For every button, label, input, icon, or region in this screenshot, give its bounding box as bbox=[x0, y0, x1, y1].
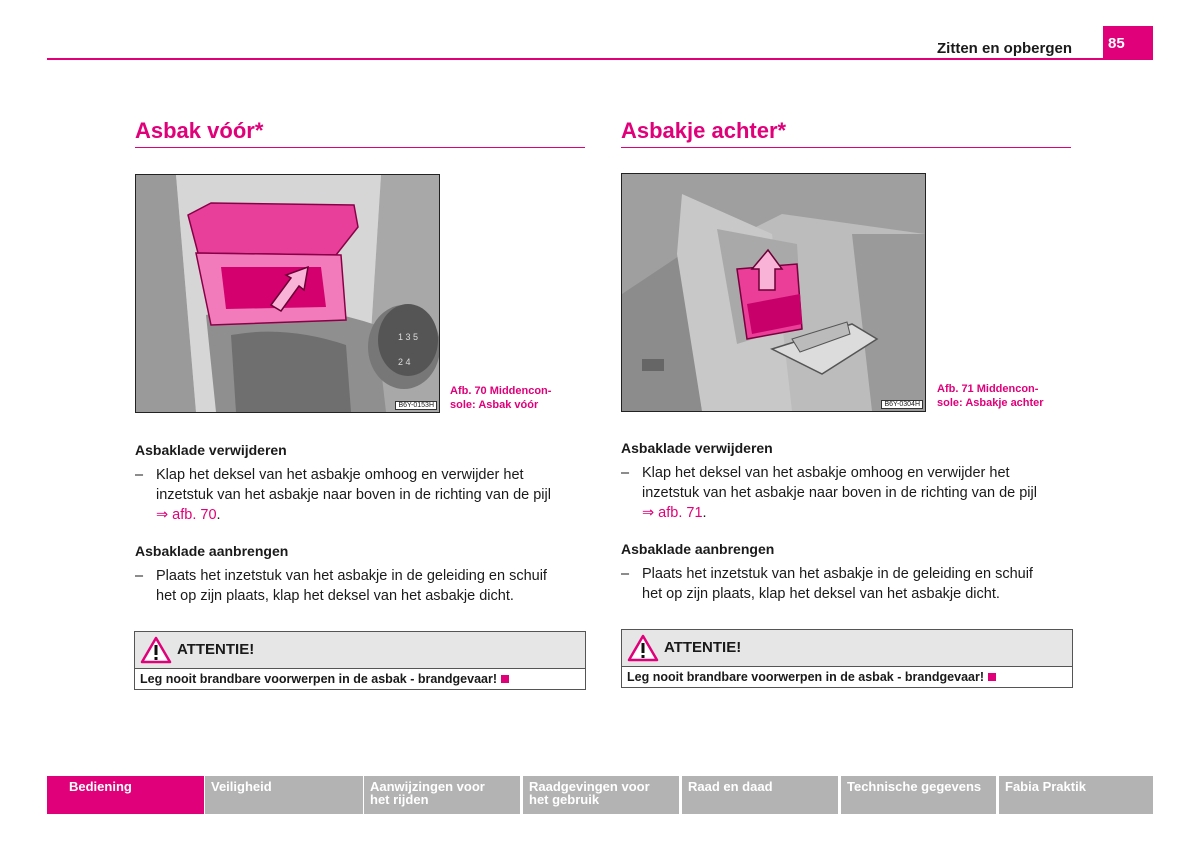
step-line: inzetstuk van het asbakje naar boven in de richting van de pijl bbox=[156, 487, 551, 503]
footer-tab-technische-gegevens[interactable]: Technische gegevens bbox=[841, 776, 996, 814]
end-square-icon bbox=[988, 673, 996, 681]
dash-bullet: – bbox=[621, 566, 630, 582]
running-header-title: Zitten en opbergen bbox=[937, 40, 1072, 57]
figure-reference-link[interactable]: ⇒ afb. 70 bbox=[156, 507, 217, 523]
warning-triangle-icon bbox=[627, 634, 659, 662]
figure-caption bbox=[450, 384, 551, 412]
tab-label-line: Aanwijzingen voor bbox=[370, 779, 485, 794]
warning-triangle-icon bbox=[140, 636, 172, 664]
warning-text-row bbox=[135, 669, 585, 689]
warning-label: ATTENTIE! bbox=[177, 641, 255, 658]
step-line: Plaats het inzetstuk van het asbakje in de geleiding en schuif bbox=[156, 568, 547, 584]
header-rule bbox=[47, 58, 1152, 60]
footer-tab-bediening[interactable]: Bediening bbox=[47, 776, 204, 814]
period: . bbox=[702, 505, 707, 521]
front-console-illustration bbox=[136, 175, 439, 412]
footer-tab-aanwijzingen[interactable] bbox=[364, 776, 520, 814]
svg-text:2 4: 2 4 bbox=[398, 357, 411, 367]
section-rule bbox=[135, 147, 585, 148]
install-step bbox=[135, 566, 595, 608]
warning-box bbox=[621, 629, 1073, 688]
page-number: 85 bbox=[1103, 26, 1153, 60]
footer-tab-raad-en-daad[interactable]: Raad en daad bbox=[682, 776, 838, 814]
section-rule bbox=[621, 147, 1071, 148]
figure-code: B6Y-0153H bbox=[395, 401, 437, 410]
step-line: Klap het deksel van het asbakje omhoog en verwijder het bbox=[156, 467, 524, 483]
caption-line: sole: Asbakje achter bbox=[937, 397, 1044, 409]
caption-line: sole: Asbak vóór bbox=[450, 399, 539, 411]
warning-text-row bbox=[622, 667, 1072, 687]
caption-line: Afb. 70 Middencon- bbox=[450, 385, 552, 397]
install-heading: Asbaklade aanbrengen bbox=[621, 541, 775, 557]
figure-rear-ashtray bbox=[621, 173, 926, 412]
dash-bullet: – bbox=[135, 467, 144, 483]
footer-tab-fabia-praktik[interactable]: Fabia Praktik bbox=[999, 776, 1153, 814]
svg-text:1 3 5: 1 3 5 bbox=[398, 332, 419, 342]
warning-header bbox=[135, 632, 585, 669]
step-line: het op zijn plaats, klap het deksel van het asbakje dicht. bbox=[156, 588, 514, 604]
tab-label-line: Raadgevingen voor bbox=[529, 779, 650, 794]
step-line: Plaats het inzetstuk van het asbakje in de geleiding en schuif bbox=[642, 566, 1033, 582]
footer-tab-veiligheid[interactable]: Veiligheid bbox=[205, 776, 363, 814]
remove-heading: Asbaklade verwijderen bbox=[621, 440, 773, 456]
rear-console-illustration bbox=[622, 174, 925, 411]
remove-step bbox=[135, 465, 595, 525]
figure-code: B6Y-0304H bbox=[881, 400, 923, 409]
warning-text: Leg nooit brandbare voorwerpen in de asbak - brandgevaar! bbox=[627, 670, 985, 684]
remove-heading: Asbaklade verwijderen bbox=[135, 442, 287, 458]
install-step bbox=[621, 564, 1091, 606]
step-line: het op zijn plaats, klap het deksel van het asbakje dicht. bbox=[642, 586, 1000, 602]
section-title-front-ashtray: Asbak vóór* bbox=[135, 118, 264, 143]
figure-front-ashtray bbox=[135, 174, 440, 413]
dash-bullet: – bbox=[621, 465, 630, 481]
warning-box bbox=[134, 631, 586, 690]
figure-caption bbox=[937, 382, 1044, 410]
warning-header bbox=[622, 630, 1072, 667]
warning-label: ATTENTIE! bbox=[664, 639, 742, 656]
caption-line: Afb. 71 Middencon- bbox=[937, 383, 1039, 395]
tab-label-line: het rijden bbox=[370, 792, 429, 807]
tab-label-line: het gebruik bbox=[529, 792, 600, 807]
figure-reference-link[interactable]: ⇒ afb. 71 bbox=[642, 505, 703, 521]
section-title-rear-ashtray: Asbakje achter* bbox=[621, 118, 787, 143]
end-square-icon bbox=[501, 675, 509, 683]
warning-text: Leg nooit brandbare voorwerpen in de asbak - brandgevaar! bbox=[140, 672, 498, 686]
period: . bbox=[216, 507, 221, 523]
remove-step bbox=[621, 463, 1091, 523]
dash-bullet: – bbox=[135, 568, 144, 584]
install-heading: Asbaklade aanbrengen bbox=[135, 543, 289, 559]
step-line: inzetstuk van het asbakje naar boven in de richting van de pijl bbox=[642, 485, 1037, 501]
step-line: Klap het deksel van het asbakje omhoog en verwijder het bbox=[642, 465, 1010, 481]
footer-tab-raadgevingen[interactable] bbox=[523, 776, 679, 814]
